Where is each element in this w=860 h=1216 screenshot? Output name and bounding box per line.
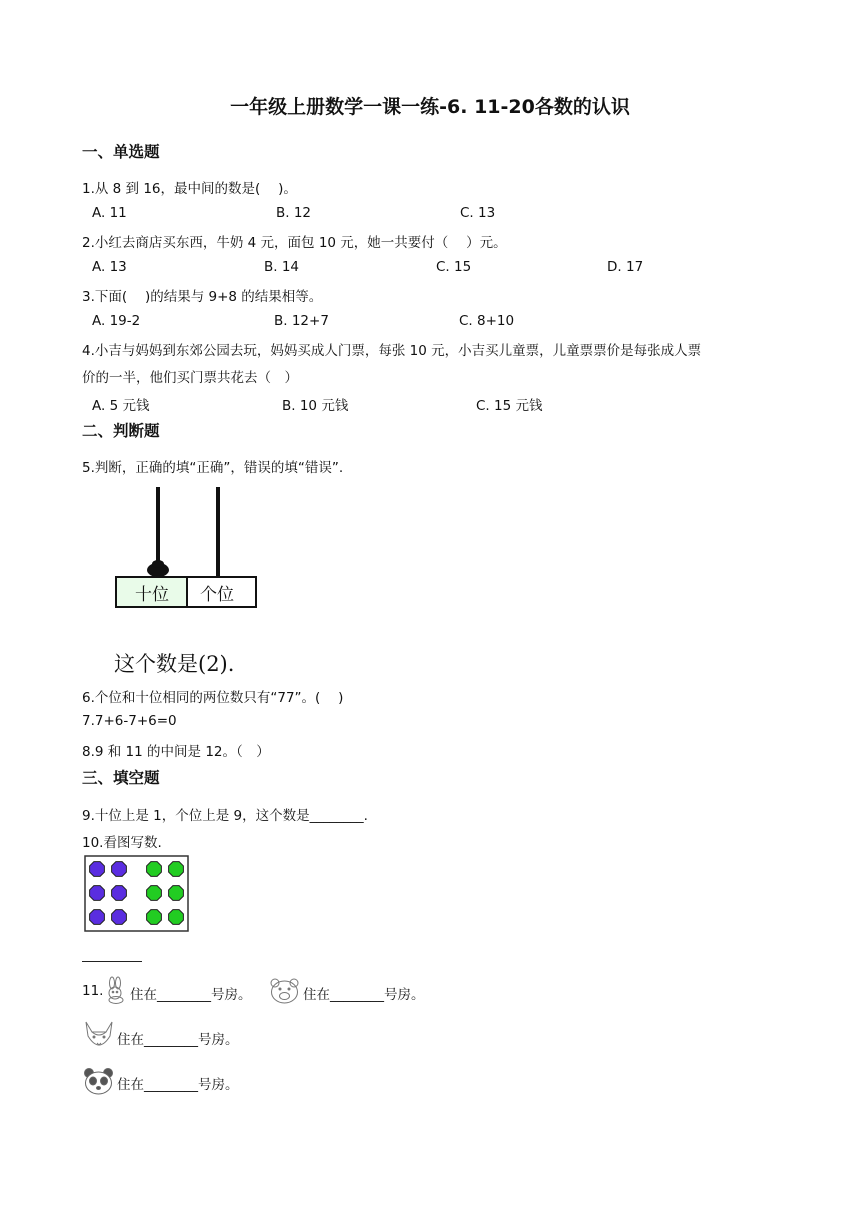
blue-dot (112, 910, 127, 925)
section-heading-true-false: 二、判断题 (82, 422, 160, 440)
q2-option-d: D. 17 (607, 259, 644, 275)
q4-option-a: A. 5 元钱 (92, 398, 150, 414)
question-4-line-1: 4.小吉与妈妈到东郊公园去玩，妈妈买成人门票，每张 10 元，小吉买儿童票，儿童票票价是每张成人票 (82, 343, 702, 359)
q11-blank-a: 住在________号房。 (130, 987, 252, 1003)
ones-label: 个位 (200, 585, 234, 605)
tens-label: 十位 (135, 585, 169, 605)
green-dot (169, 886, 184, 901)
question-1: 1.从 8 到 16，最中间的数是( )。 (82, 181, 297, 197)
question-10: 10.看图写数. (82, 835, 162, 851)
question-11-number: 11. (82, 983, 104, 999)
q11-blank-d: 住在________号房。 (117, 1077, 239, 1093)
q3-option-b: B. 12+7 (274, 313, 329, 329)
question-6: 6.个位和十位相同的两位数只有“77”。( ) (82, 690, 344, 706)
rabbit-icon (102, 978, 128, 1004)
q1-option-b: B. 12 (276, 205, 312, 221)
blue-dot (90, 910, 105, 925)
green-dot (147, 886, 162, 901)
question-5: 5.判断，正确的填“正确”，错误的填“错误”. (82, 460, 344, 476)
green-dot (169, 910, 184, 925)
question-7: 7.7+6-7+6=0 (82, 713, 177, 729)
blue-dot (112, 862, 127, 877)
question-8: 8.9 和 11 的中间是 12。（ ） (82, 744, 270, 760)
green-dot (147, 910, 162, 925)
q1-option-a: A. 11 (92, 205, 127, 221)
section-heading-fill-in: 三、填空题 (82, 769, 160, 787)
dot-counting-figure (84, 855, 190, 933)
section-heading-single-choice: 一、单选题 (82, 143, 160, 161)
tens-bead (147, 560, 169, 577)
q3-option-c: C. 8+10 (459, 313, 515, 329)
q11-blank-b: 住在________号房。 (303, 987, 425, 1003)
question-3: 3.下面( )的结果与 9+8 的结果相等。 (82, 289, 323, 305)
q2-option-b: B. 14 (264, 259, 300, 275)
green-dot (169, 862, 184, 877)
q2-option-a: A. 13 (92, 259, 127, 275)
question-2: 2.小红去商店买东西，牛奶 4 元，面包 10 元，她一共要付（ ）元。 (82, 235, 507, 251)
q11-blank-c: 住在________号房。 (117, 1032, 239, 1048)
blue-dot (90, 886, 105, 901)
q3-option-a: A. 19-2 (92, 313, 141, 329)
q2-option-c: C. 15 (436, 259, 472, 275)
bear-icon (268, 976, 302, 1006)
q10-answer-line (82, 961, 142, 962)
q1-option-c: C. 13 (460, 205, 496, 221)
page-title: 一年级上册数学一课一练-6. 11-20各数的认识 (230, 96, 630, 118)
blue-dot (90, 862, 105, 877)
q4-option-c: C. 15 元钱 (476, 398, 543, 414)
green-dot (147, 862, 162, 877)
question-4-line-2: 价的一半，他们买门票共花去（ ） (82, 370, 298, 386)
blue-dot (112, 886, 127, 901)
abacus-figure (112, 484, 272, 614)
question-9: 9.十位上是 1，个位上是 9，这个数是________. (82, 808, 368, 824)
q4-option-b: B. 10 元钱 (282, 398, 349, 414)
abacus-caption: 这个数是(2). (114, 652, 235, 676)
fox-icon (82, 1020, 116, 1052)
panda-icon (82, 1067, 116, 1097)
